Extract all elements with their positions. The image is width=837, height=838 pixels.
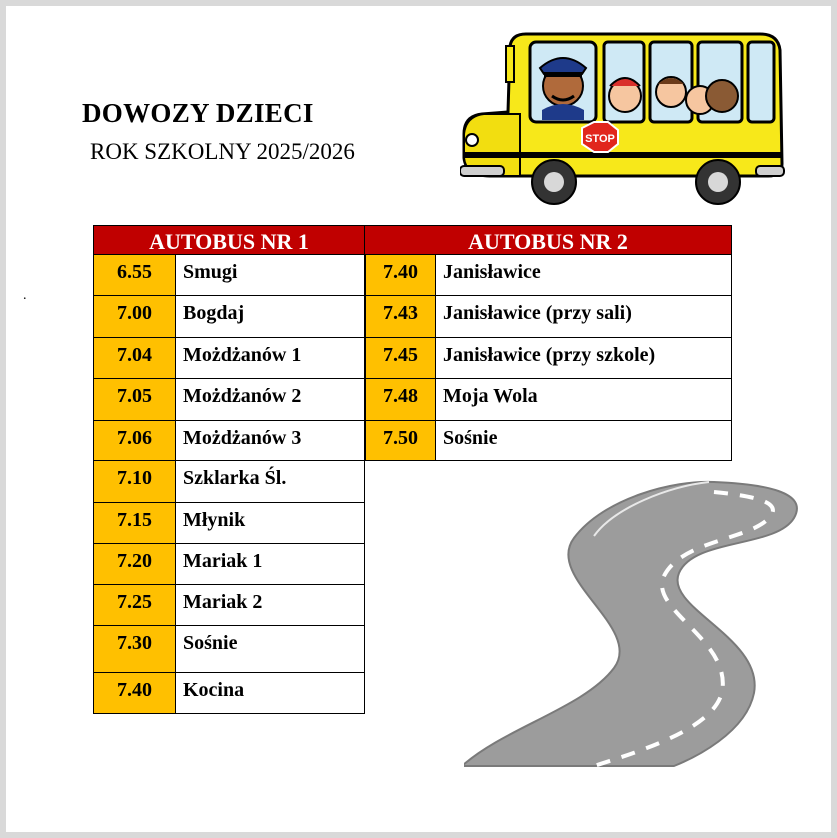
table-row: [93, 461, 365, 503]
stop-name: Sośnie: [436, 421, 731, 460]
table-row: [93, 544, 365, 585]
stop-name: Możdżanów 2: [176, 379, 364, 420]
stop-sign-text: STOP: [585, 133, 615, 145]
stop-name: Smugi: [176, 255, 364, 295]
stop-name: Bogdaj: [176, 296, 364, 337]
departure-time: 7.10: [94, 461, 176, 502]
stop-name: Możdżanów 3: [176, 421, 364, 460]
table-row: [93, 503, 365, 544]
stop-name: Janisławice (przy szkole): [436, 338, 731, 378]
table-row: [93, 296, 365, 338]
bus-1-schedule: [93, 225, 365, 714]
table-row: [93, 626, 365, 673]
stray-mark: .: [23, 288, 27, 303]
stop-name: Kocina: [176, 673, 364, 713]
table-row: [93, 421, 365, 461]
table-row: [365, 296, 732, 338]
stop-name: Janisławice: [436, 255, 731, 295]
table-row: [365, 255, 732, 296]
table-row: [93, 585, 365, 626]
departure-time: 7.00: [94, 296, 176, 337]
table-row: [365, 379, 732, 421]
page-subtitle: ROK SZKOLNY 2025/2026: [90, 139, 355, 164]
bus-2-header: AUTOBUS NR 2: [365, 225, 732, 255]
stop-name: Szklarka Śl.: [176, 461, 364, 502]
table-row: [365, 421, 732, 461]
table-row: [93, 255, 365, 296]
stop-name: Mariak 1: [176, 544, 364, 584]
stop-name: Moja Wola: [436, 379, 731, 420]
departure-time: 7.05: [94, 379, 176, 420]
departure-time: 7.40: [94, 673, 176, 713]
stop-name: Sośnie: [176, 626, 364, 672]
departure-time: 7.06: [94, 421, 176, 460]
departure-time: 7.45: [366, 338, 436, 378]
departure-time: 7.48: [366, 379, 436, 420]
departure-time: 7.04: [94, 338, 176, 378]
departure-time: 7.30: [94, 626, 176, 672]
school-bus-illustration: [460, 24, 790, 208]
page-title: DOWOZY DZIECI: [82, 98, 314, 128]
bus-2-schedule: [365, 225, 732, 461]
stop-name: Młynik: [176, 503, 364, 543]
departure-time: 7.50: [366, 421, 436, 460]
departure-time: 7.25: [94, 585, 176, 625]
departure-time: 7.20: [94, 544, 176, 584]
bus-1-header: AUTOBUS NR 1: [93, 225, 365, 255]
table-row: [93, 673, 365, 714]
winding-road-illustration: [464, 478, 804, 770]
table-row: [365, 338, 732, 379]
departure-time: 7.40: [366, 255, 436, 295]
table-row: [93, 338, 365, 379]
departure-time: 6.55: [94, 255, 176, 295]
departure-time: 7.43: [366, 296, 436, 337]
stop-name: Możdżanów 1: [176, 338, 364, 378]
departure-time: 7.15: [94, 503, 176, 543]
stop-name: Janisławice (przy sali): [436, 296, 731, 337]
table-row: [93, 379, 365, 421]
stop-name: Mariak 2: [176, 585, 364, 625]
